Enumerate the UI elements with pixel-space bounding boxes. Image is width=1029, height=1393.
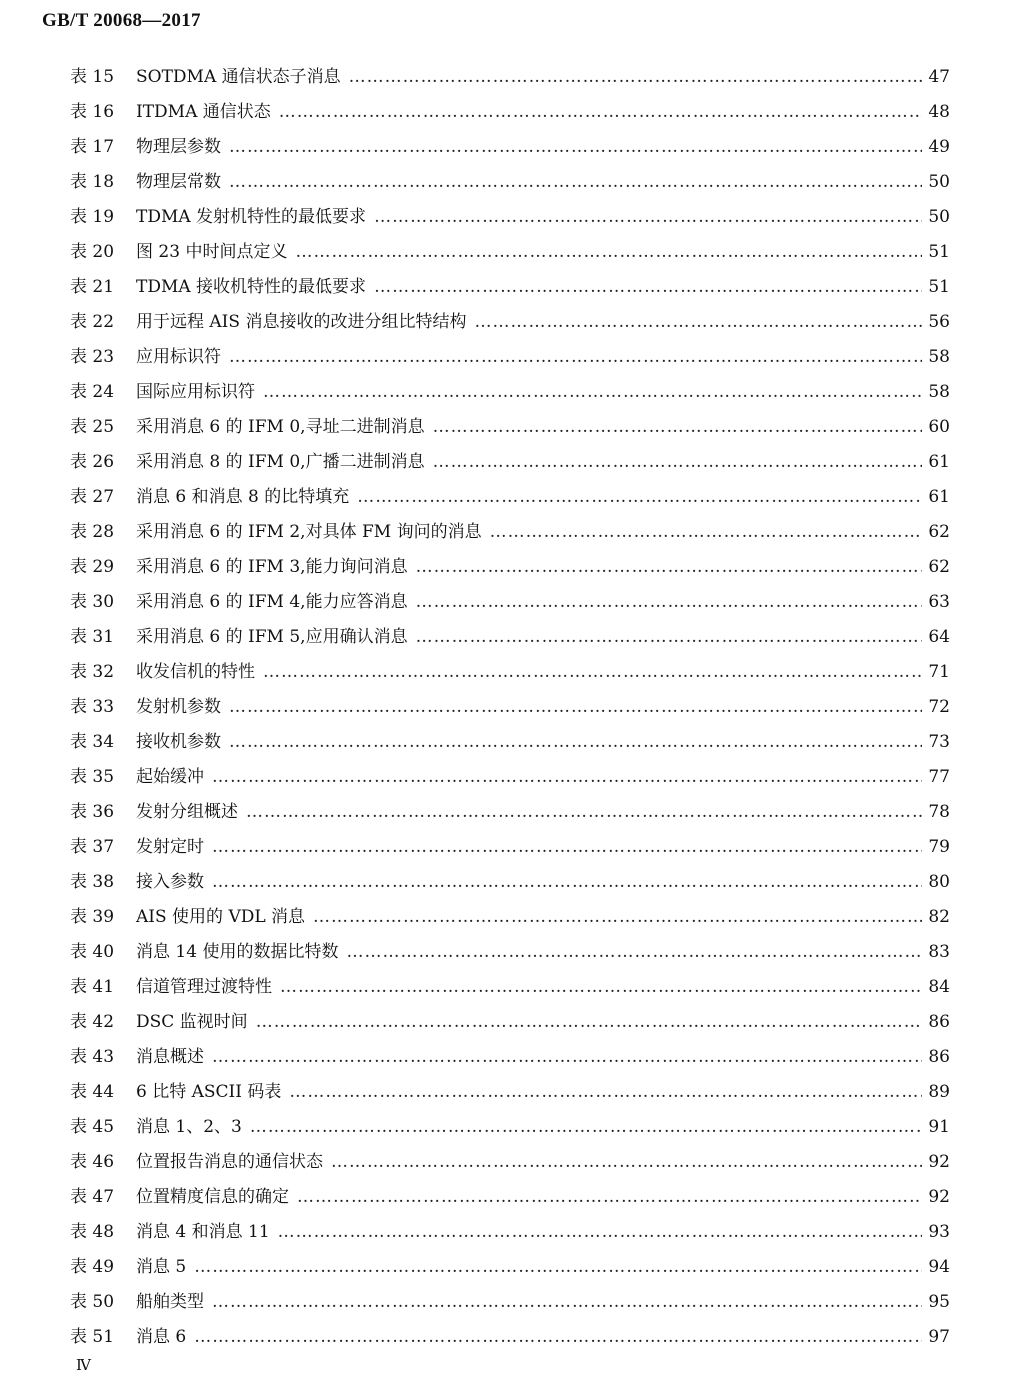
- dot-leader: [279, 95, 922, 130]
- entry-title: TDMA 接收机特性的最低要求: [136, 277, 367, 297]
- entry-title: 物理层常数: [136, 172, 221, 192]
- table-number: 表 46: [70, 1152, 115, 1172]
- entry-title: 国际应用标识符: [136, 382, 255, 402]
- entry-page-number: 50: [928, 172, 950, 192]
- document-header: GB/T 20068—2017: [42, 10, 201, 31]
- table-number: 表 35: [70, 767, 115, 787]
- toc-entry[interactable]: [70, 375, 950, 410]
- entry-page-number: 62: [928, 522, 950, 542]
- entry-page-number: 83: [928, 942, 950, 962]
- entry-page-number: 63: [928, 592, 950, 612]
- entry-page-number: 61: [928, 452, 950, 472]
- entry-title: 采用消息 6 的 IFM 5,应用确认消息: [136, 627, 408, 647]
- entry-page-number: 73: [928, 732, 950, 752]
- table-number: 表 45: [70, 1117, 115, 1137]
- entry-page-number: 60: [928, 417, 950, 437]
- table-number: 表 30: [70, 592, 115, 612]
- toc-entry[interactable]: [70, 1145, 950, 1180]
- entry-page-number: 48: [928, 102, 950, 122]
- dot-leader: [212, 830, 922, 865]
- entry-title: 采用消息 6 的 IFM 0,寻址二进制消息: [136, 417, 425, 437]
- entry-title: 图 23 中时间点定义: [136, 242, 288, 262]
- entry-page-number: 61: [928, 487, 950, 507]
- entry-page-number: 95: [928, 1292, 950, 1312]
- entry-page-number: 79: [928, 837, 950, 857]
- table-number: 表 29: [70, 557, 115, 577]
- entry-page-number: 78: [928, 802, 950, 822]
- table-number: 表 34: [70, 732, 115, 752]
- dot-leader: [246, 795, 922, 830]
- entry-page-number: 58: [928, 347, 950, 367]
- dot-leader: [474, 305, 922, 340]
- table-number: 表 16: [70, 102, 115, 122]
- dot-leader: [229, 130, 922, 165]
- entry-title: 采用消息 6 的 IFM 3,能力询问消息: [136, 557, 408, 577]
- entry-title: 消息 14 使用的数据比特数: [136, 942, 339, 962]
- entry-title: 发射定时: [136, 837, 204, 857]
- dot-leader: [313, 900, 922, 935]
- entry-page-number: 86: [928, 1012, 950, 1032]
- toc-entry[interactable]: [70, 585, 950, 620]
- toc-entry[interactable]: [70, 760, 950, 795]
- toc-entry[interactable]: [70, 480, 950, 515]
- dot-leader: [229, 725, 922, 760]
- table-of-contents: [70, 60, 950, 1355]
- entry-title: AIS 使用的 VDL 消息: [136, 907, 306, 927]
- toc-entry[interactable]: [70, 900, 950, 935]
- entry-title: 收发信机的特性: [136, 662, 255, 682]
- table-number: 表 27: [70, 487, 115, 507]
- table-number: 表 42: [70, 1012, 115, 1032]
- dot-leader: [194, 1250, 922, 1285]
- entry-title: 信道管理过渡特性: [136, 977, 272, 997]
- dot-leader: [212, 760, 922, 795]
- entry-page-number: 51: [928, 277, 950, 297]
- entry-title: 消息 5: [136, 1257, 187, 1277]
- toc-entry[interactable]: [70, 550, 950, 585]
- table-number: 表 39: [70, 907, 115, 927]
- toc-entry[interactable]: [70, 165, 950, 200]
- dot-leader: [433, 445, 922, 480]
- toc-entry[interactable]: [70, 1215, 950, 1250]
- dot-leader: [297, 1180, 922, 1215]
- toc-entry[interactable]: [70, 1040, 950, 1075]
- table-number: 表 41: [70, 977, 115, 997]
- dot-leader: [250, 1110, 922, 1145]
- dot-leader: [212, 1040, 922, 1075]
- dot-leader: [212, 1285, 922, 1320]
- dot-leader: [289, 1075, 922, 1110]
- dot-leader: [346, 935, 922, 970]
- entry-title: 采用消息 8 的 IFM 0,广播二进制消息: [136, 452, 425, 472]
- entry-page-number: 58: [928, 382, 950, 402]
- entry-title: 消息 1、2、3: [136, 1117, 242, 1137]
- toc-entry[interactable]: [70, 1320, 950, 1355]
- toc-entry[interactable]: [70, 1285, 950, 1320]
- entry-title: ITDMA 通信状态: [136, 102, 271, 122]
- toc-entry[interactable]: [70, 410, 950, 445]
- table-number: 表 48: [70, 1222, 115, 1242]
- table-number: 表 40: [70, 942, 115, 962]
- entry-page-number: 77: [928, 767, 950, 787]
- dot-leader: [357, 480, 922, 515]
- entry-title: 接收机参数: [136, 732, 221, 752]
- toc-entry[interactable]: [70, 95, 950, 130]
- entry-page-number: 64: [928, 627, 950, 647]
- entry-page-number: 82: [928, 907, 950, 927]
- entry-page-number: 84: [928, 977, 950, 997]
- entry-title: 6 比特 ASCII 码表: [136, 1082, 282, 1102]
- dot-leader: [331, 1145, 922, 1180]
- table-number: 表 43: [70, 1047, 115, 1067]
- entry-title: 位置报告消息的通信状态: [136, 1152, 323, 1172]
- toc-entry[interactable]: [70, 60, 950, 95]
- table-number: 表 22: [70, 312, 115, 332]
- toc-entry[interactable]: [70, 1075, 950, 1110]
- table-number: 表 18: [70, 172, 115, 192]
- entry-page-number: 56: [928, 312, 950, 332]
- toc-entry[interactable]: [70, 270, 950, 305]
- table-number: 表 47: [70, 1187, 115, 1207]
- dot-leader: [295, 235, 922, 270]
- table-number: 表 28: [70, 522, 115, 542]
- table-number: 表 32: [70, 662, 115, 682]
- dot-leader: [263, 375, 922, 410]
- table-number: 表 33: [70, 697, 115, 717]
- entry-page-number: 50: [928, 207, 950, 227]
- dot-leader: [194, 1320, 922, 1355]
- toc-entry[interactable]: [70, 935, 950, 970]
- dot-leader: [374, 270, 922, 305]
- toc-entry[interactable]: [70, 970, 950, 1005]
- entry-page-number: 93: [928, 1222, 950, 1242]
- dot-leader: [490, 515, 922, 550]
- dot-leader: [229, 340, 922, 375]
- toc-entry[interactable]: [70, 1180, 950, 1215]
- entry-page-number: 92: [928, 1152, 950, 1172]
- dot-leader: [263, 655, 922, 690]
- entry-page-number: 71: [928, 662, 950, 682]
- table-number: 表 50: [70, 1292, 115, 1312]
- entry-title: 物理层参数: [136, 137, 221, 157]
- table-number: 表 38: [70, 872, 115, 892]
- dot-leader: [349, 60, 922, 95]
- entry-page-number: 86: [928, 1047, 950, 1067]
- entry-page-number: 49: [928, 137, 950, 157]
- entry-title: 位置精度信息的确定: [136, 1187, 289, 1207]
- dot-leader: [433, 410, 922, 445]
- toc-entry[interactable]: [70, 340, 950, 375]
- toc-entry[interactable]: [70, 1110, 950, 1145]
- dot-leader: [229, 690, 922, 725]
- toc-entry[interactable]: [70, 865, 950, 900]
- dot-leader: [416, 550, 922, 585]
- page-number: Ⅳ: [76, 1358, 91, 1374]
- entry-title: 船舶类型: [136, 1292, 204, 1312]
- toc-entry[interactable]: [70, 130, 950, 165]
- entry-title: 发射分组概述: [136, 802, 238, 822]
- dot-leader: [278, 1215, 922, 1250]
- table-number: 表 24: [70, 382, 115, 402]
- table-number: 表 37: [70, 837, 115, 857]
- entry-title: 用于远程 AIS 消息接收的改进分组比特结构: [136, 312, 467, 332]
- table-number: 表 44: [70, 1082, 115, 1102]
- entry-title: DSC 监视时间: [136, 1012, 248, 1032]
- entry-page-number: 91: [928, 1117, 950, 1137]
- entry-title: 接入参数: [136, 872, 204, 892]
- toc-entry[interactable]: [70, 725, 950, 760]
- dot-leader: [256, 1005, 922, 1040]
- entry-page-number: 97: [928, 1327, 950, 1347]
- entry-title: 消息概述: [136, 1047, 204, 1067]
- table-number: 表 49: [70, 1257, 115, 1277]
- dot-leader: [280, 970, 922, 1005]
- entry-page-number: 92: [928, 1187, 950, 1207]
- table-number: 表 21: [70, 277, 115, 297]
- dot-leader: [229, 165, 922, 200]
- entry-title: 消息 6: [136, 1327, 187, 1347]
- entry-page-number: 94: [928, 1257, 950, 1277]
- toc-entry[interactable]: [70, 620, 950, 655]
- table-number: 表 15: [70, 67, 115, 87]
- table-number: 表 31: [70, 627, 115, 647]
- dot-leader: [212, 865, 922, 900]
- table-number: 表 51: [70, 1327, 115, 1347]
- entry-title: 采用消息 6 的 IFM 4,能力应答消息: [136, 592, 408, 612]
- entry-page-number: 51: [928, 242, 950, 262]
- toc-entry[interactable]: [70, 795, 950, 830]
- dot-leader: [416, 585, 922, 620]
- entry-title: 消息 6 和消息 8 的比特填充: [136, 487, 350, 507]
- table-number: 表 17: [70, 137, 115, 157]
- entry-title: SOTDMA 通信状态子消息: [136, 67, 341, 87]
- entry-title: 发射机参数: [136, 697, 221, 717]
- toc-entry[interactable]: [70, 1250, 950, 1285]
- table-number: 表 23: [70, 347, 115, 367]
- entry-page-number: 72: [928, 697, 950, 717]
- toc-entry[interactable]: [70, 305, 950, 340]
- entry-title: 应用标识符: [136, 347, 221, 367]
- entry-title: TDMA 发射机特性的最低要求: [136, 207, 367, 227]
- dot-leader: [374, 200, 922, 235]
- entry-title: 起始缓冲: [136, 767, 204, 787]
- toc-entry[interactable]: [70, 200, 950, 235]
- table-number: 表 36: [70, 802, 115, 822]
- dot-leader: [416, 620, 922, 655]
- entry-page-number: 62: [928, 557, 950, 577]
- toc-entry[interactable]: [70, 690, 950, 725]
- toc-entry[interactable]: [70, 445, 950, 480]
- entry-page-number: 89: [928, 1082, 950, 1102]
- entry-title: 采用消息 6 的 IFM 2,对具体 FM 询问的消息: [136, 522, 482, 542]
- toc-entry[interactable]: [70, 515, 950, 550]
- toc-entry[interactable]: [70, 1005, 950, 1040]
- toc-entry[interactable]: [70, 235, 950, 270]
- table-number: 表 19: [70, 207, 115, 227]
- entry-title: 消息 4 和消息 11: [136, 1222, 270, 1242]
- table-number: 表 20: [70, 242, 115, 262]
- entry-page-number: 80: [928, 872, 950, 892]
- table-number: 表 25: [70, 417, 115, 437]
- toc-entry[interactable]: [70, 830, 950, 865]
- table-number: 表 26: [70, 452, 115, 472]
- toc-entry[interactable]: [70, 655, 950, 690]
- entry-page-number: 47: [928, 67, 950, 87]
